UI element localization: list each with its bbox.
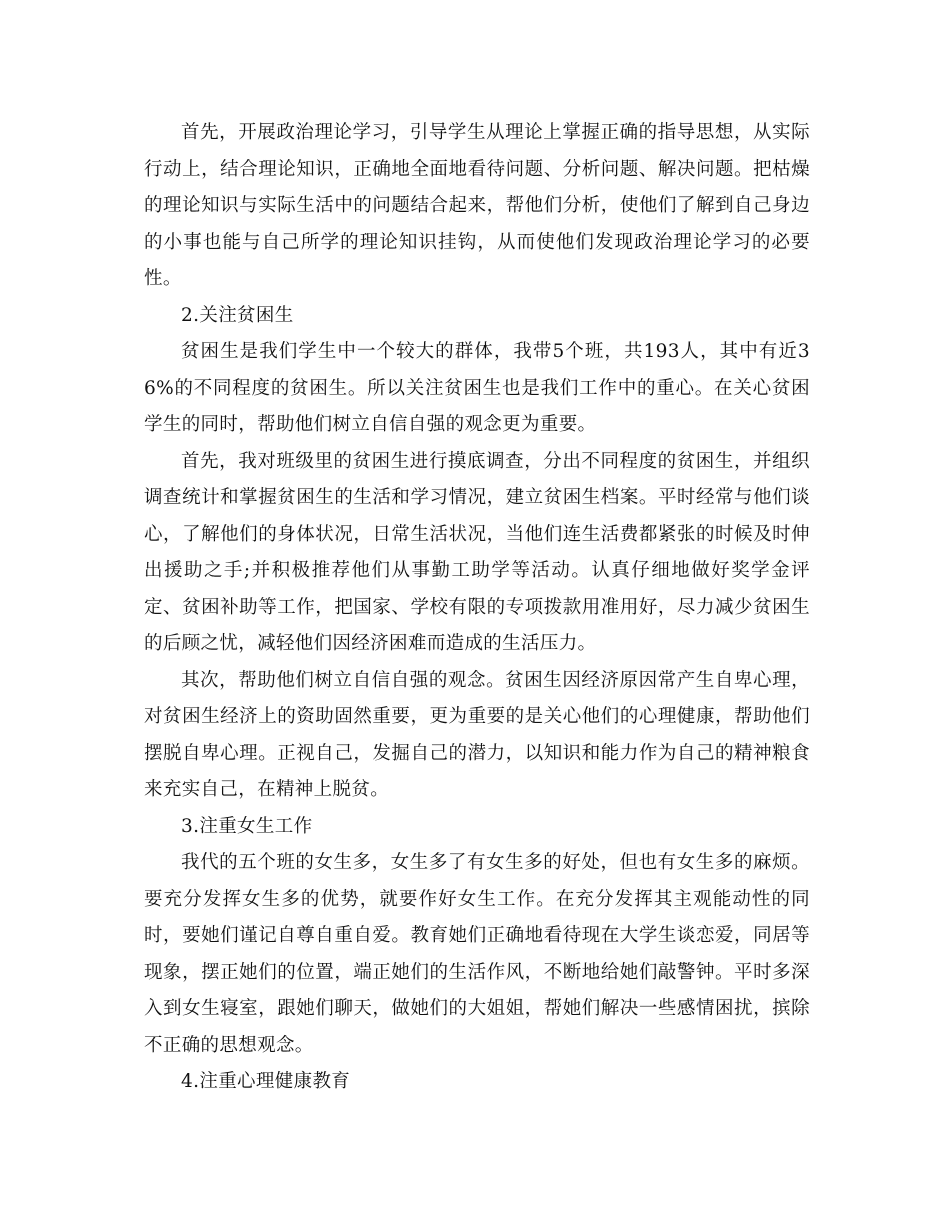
paragraph-poor-students-survey: 首先，我对班级里的贫困生进行摸底调查，分出不同程度的贫困生，并组织调查统计和掌握贫困生的生活和学习情况，建立贫困生档案。平时经常与他们谈心，了解他们的身体状况，日常生活状况，当他们连生活费都紧张的时候及时伸出援助之手;并积极推荐他们从事勤工助学等活动。认真仔细地做好奖学金评定、贫困补助等工作，把国家、学校有限的专项拨款用准用好，尽力减少贫困生的后顾之忧，减轻他们因经济困难而造成的生活压力。 [144,450,810,654]
paragraph-poor-students-confidence: 其次，帮助他们树立自信自强的观念。贫困生因经济原因常产生自卑心理，对贫困生经济上的资助固然重要，更为重要的是关心他们的心理健康，帮助他们摆脱自卑心理。正视自己，发掘自己的潜力，以知识和能力作为自己的精神粮食来充实自己，在精神上脱贫。 [144,669,810,800]
section-heading-female-students: 3.注重女生工作 [181,815,313,837]
document-body [144,115,810,1101]
section-heading-poor-students: 2.关注贫困生 [181,304,294,326]
paragraph-political-study: 首先，开展政治理论学习，引导学生从理论上掌握正确的指导思想，从实际行动上，结合理论知识，正确地全面地看待问题、分析问题、解决问题。把枯燥的理论知识与实际生活中的问题结合起来，帮他们分析，使他们了解到自己身边的小事也能与自己所学的理论知识挂钩，从而使他们发现政治理论学习的必要性。 [144,122,810,289]
section-heading-mental-health: 4.注重心理健康教育 [181,1071,351,1092]
paragraph-poor-students-intro: 贫困生是我们学生中一个较大的群体，我带5个班，共193人，其中有近36%的不同程度的贫困生。所以关注贫困生也是我们工作中的重心。在关心贫困学生的同时，帮助他们树立自信自强的观念更为重要。 [144,341,810,435]
paragraph-female-students: 我代的五个班的女生多，女生多了有女生多的好处，但也有女生多的麻烦。要充分发挥女生多的优势，就要作好女生工作。在充分发挥其主观能动性的同时，要她们谨记自尊自重自爱。教育她们正确地看待现在大学生谈恋爱，同居等现象，摆正她们的位置，端正她们的生活作风，不断地给她们敲警钟。平时多深入到女生寝室，跟她们聊天，做她们的大姐姐，帮她们解决一些感情困扰，摈除不正确的思想观念。 [144,852,810,1056]
